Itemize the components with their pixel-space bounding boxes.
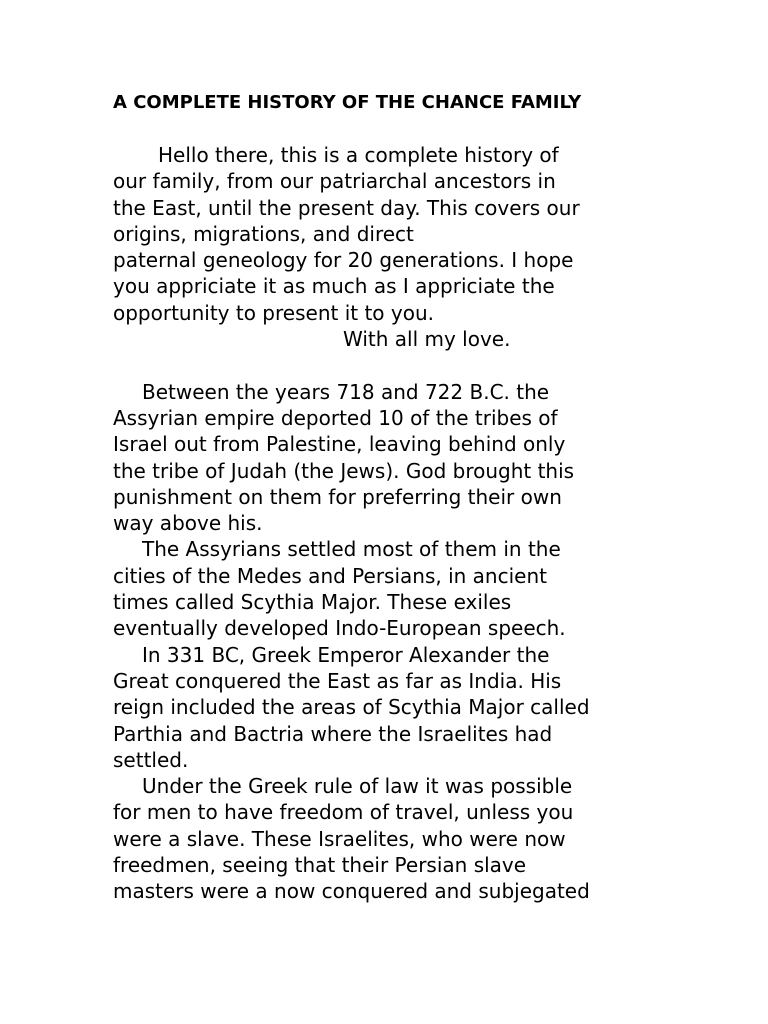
intro-line: our family, from our patriarchal ancestors in [113, 169, 556, 194]
paragraph-line: Israel out from Palestine, leaving behind only [113, 432, 566, 457]
paragraph-line: cities of the Medes and Persians, in ancient [113, 563, 547, 588]
intro-line: origins, migrations, and direct [113, 221, 414, 246]
intro-line: opportunity to present it to you. [113, 300, 434, 325]
blank-line [113, 352, 673, 378]
paragraph-line: Parthia and Bactria where the Israelites had [113, 721, 553, 746]
paragraph-line: masters were a now conquered and subjegated [113, 879, 590, 904]
paragraph-line: way above his. [113, 511, 263, 536]
paragraph-line: In 331 BC, Greek Emperor Alexander the [142, 642, 550, 667]
document-body [113, 142, 673, 905]
intro-line: you appriciate it as much as I appriciate the [113, 274, 555, 299]
paragraph-line: for men to have freedom of travel, unless you [113, 800, 574, 825]
paragraph-line: Assyrian empire deported 10 of the tribes of [113, 405, 558, 430]
intro-line: the East, until the present day. This covers our [113, 195, 580, 220]
paragraph-line: The Assyrians settled most of them in the [142, 537, 561, 562]
paragraph-line: freedmen, seeing that their Persian slave [113, 853, 527, 878]
paragraph-line: Great conquered the East as far as India. His [113, 668, 562, 693]
intro-line: paternal geneology for 20 generations. I hope [113, 248, 574, 273]
document-title: A COMPLETE HISTORY OF THE CHANCE FAMILY [113, 92, 582, 113]
paragraph-line: reign included the areas of Scythia Major called [113, 695, 590, 720]
paragraph-line: settled. [113, 747, 189, 772]
paragraph-line: times called Scythia Major. These exiles [113, 590, 512, 615]
signoff: With all my love. [343, 327, 511, 352]
intro-line: Hello there, this is a complete history of [158, 143, 559, 167]
paragraph-line: eventually developed Indo-European speech. [113, 616, 566, 641]
paragraph-line: Under the Greek rule of law it was possible [142, 774, 573, 799]
paragraph-line: were a slave. These Israelites, who were now [113, 826, 566, 851]
paragraph-line: Between the years 718 and 722 B.C. the [142, 379, 550, 404]
paragraph-line: punishment on them for preferring their own [113, 484, 562, 509]
paragraph-line: the tribe of Judah (the Jews). God brought this [113, 458, 575, 483]
